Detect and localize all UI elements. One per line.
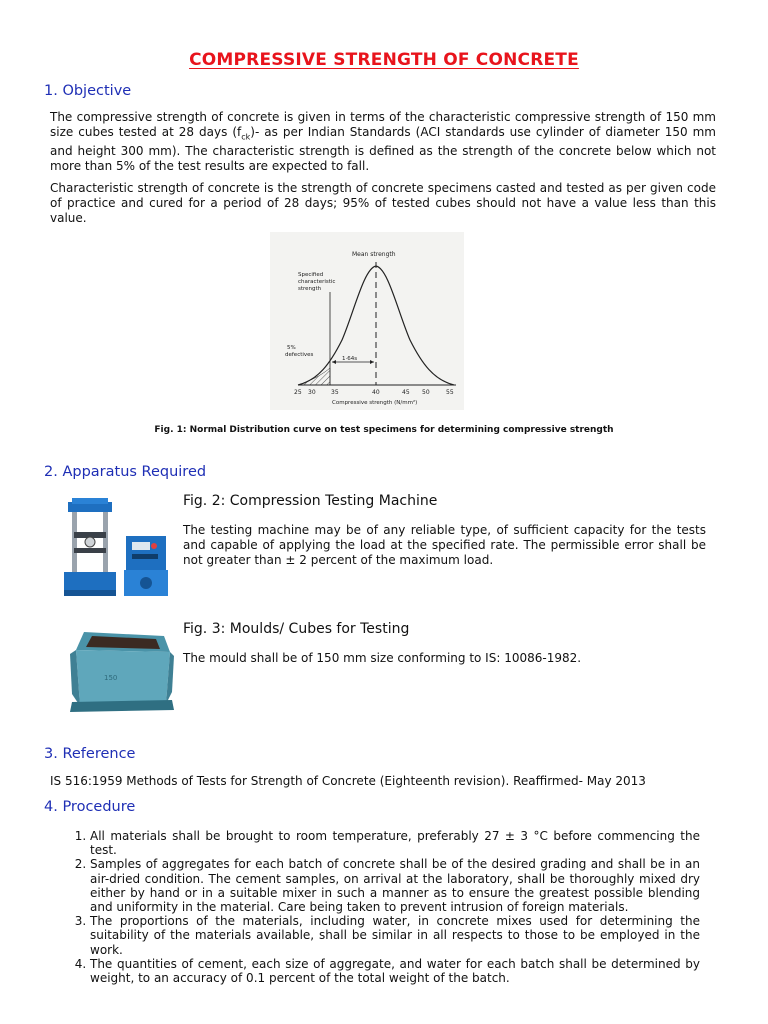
objective-paragraph-2: Characteristic strength of concrete is the strength of concrete specimens casted and tested as per given code of practice and cured for a period of 28 days; 95% of tested cubes should not have a value less than this value. — [50, 181, 716, 225]
x-axis-label: Compressive strength (N/mm²) — [332, 400, 418, 406]
procedure-item-1: 1. All materials shall be brought to room temperature, preferably 27 ± 3 °C before commencing the test. — [90, 829, 700, 857]
apparatus-heading: 2. Apparatus Required — [44, 464, 207, 480]
procedure-heading: 4. Procedure — [44, 799, 136, 815]
fck-subscript: ck — [241, 132, 251, 142]
svg-text:150: 150 — [104, 674, 118, 682]
reference-text: IS 516:1959 Methods of Tests for Strength of Concrete (Eighteenth revision). Reaffirmed- May 2013 — [50, 774, 646, 788]
figure-1-caption: Fig. 1: Normal Distribution curve on test specimens for determining compressive strength — [154, 425, 614, 435]
specified-label-1: Specified — [298, 272, 324, 278]
compression-machine-image — [62, 496, 174, 600]
tick-label-55: 55 — [446, 389, 454, 396]
tick-label-45: 45 — [402, 389, 410, 396]
fig2-text: The testing machine may be of any reliable type, of sufficient capacity for the tests and capable of applying the load at the specified rate. The permissible error shall be not greater than ± 2 percent of the maximum load. — [183, 523, 706, 567]
normal-distribution-diagram — [270, 232, 464, 410]
procedure-item-4: 4. The quantities of cement, each size of aggregate, and water for each batch shall be determined by weight, to an accuracy of 0.1 percent of the total weight of the batch. — [90, 957, 700, 985]
tick-label-30: 30 — [308, 389, 316, 396]
procedure-item-3: 3. The proportions of the materials, including water, in concrete mixes used for determining the suitability of the materials available, shall be similar in all respects to those to be employed in the work. — [90, 914, 700, 957]
procedure-item-2: 2. Samples of aggregates for each batch of concrete shall be of the desired grading and shall be in an air-dried condition. The cement samples, on arrival at the laboratory, shall be thoroughly mixed dry either by hand or in a suitable mixer in such a manner as to ensure the greatest possible blending and uniformity in the material. Care being taken to prevent intrusion of foreign materials. — [90, 857, 700, 914]
fig2-title: Fig. 2: Compression Testing Machine — [183, 493, 438, 509]
defective-area — [298, 368, 330, 385]
objective-heading: 1. Objective — [44, 83, 132, 99]
page-title: COMPRESSIVE STRENGTH OF CONCRETE — [189, 50, 579, 70]
mould-image — [66, 622, 176, 718]
specified-label-2: characteristic — [298, 279, 336, 285]
objective-text-a: The compressive strength of concrete is given in terms of the characteristic compressive strength of 150 mm size cubes tested at 28 days (f — [50, 110, 716, 139]
objective-paragraph-1 — [50, 110, 716, 174]
fig3-title: Fig. 3: Moulds/ Cubes for Testing — [183, 621, 410, 637]
reference-heading: 3. Reference — [44, 746, 136, 762]
tick-label-50: 50 — [422, 389, 430, 396]
procedure-list-container — [72, 829, 700, 985]
sigma-label: 1·64s — [342, 356, 358, 362]
specified-label-3: strength — [298, 286, 322, 292]
procedure-list — [72, 829, 700, 985]
defective-label-1: 5% — [287, 345, 296, 351]
tick-label-25: 25 — [294, 389, 302, 396]
normal-distribution-figure — [270, 232, 464, 410]
tick-label-40: 40 — [372, 389, 380, 396]
objective-text-b: )- as per Indian Standards (ACI standards use cylinder of diameter 150 mm and height 300 mm). The characteristic strength is defined as the strength of the concrete below which not more than 5% of the test results are expected to fall. — [50, 125, 716, 174]
tick-label-35: 35 — [331, 389, 339, 396]
mean-strength-label: Mean strength — [352, 251, 396, 258]
defective-label-2: defectives — [285, 352, 314, 358]
fig3-text: The mould shall be of 150 mm size conforming to IS: 10086-1982. — [183, 651, 582, 665]
